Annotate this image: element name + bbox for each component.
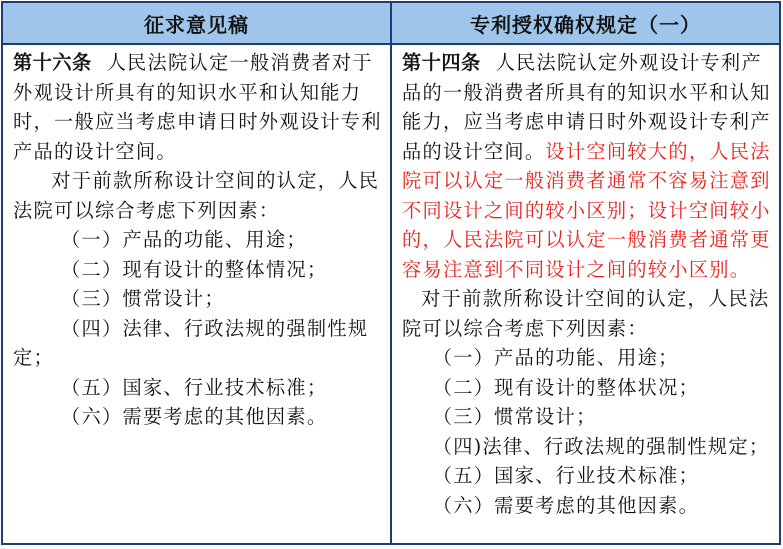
- right-item-1: （一）产品的功能、用途；: [432, 346, 679, 369]
- content-row: [2, 44, 780, 544]
- right-article-number: 第十四条: [402, 51, 481, 74]
- right-article-text: 人民法院认定外观设计专利产品的一般消费者所具有的知识水平和认知能力，应当考虑申请日时外观设计专利产品的设计空间。: [402, 51, 771, 163]
- right-article: [402, 48, 773, 284]
- right-paragraph-2: 对于前款所称设计空间的认定，人民法院可以综合考虑下列因素：: [402, 287, 770, 340]
- right-item-2: （二）现有设计的整体状况；: [432, 375, 700, 399]
- right-highlighted-text: 设计空间较大的，人民法院可以认定一般消费者通常不容易注意到不同设计之间的较小区别；设计空间较小的，人民法院可以认定一般消费者通常更容易注意到不同设计之间的较小区别。: [402, 139, 771, 281]
- left-paragraph-2: 对于前款所称设计空间的认定，人民法院可以综合考虑下列因素：: [13, 169, 380, 222]
- header-left-title: 征求意见稿: [2, 2, 391, 44]
- right-column: [391, 44, 780, 544]
- right-item-5: （五）国家、行业技术标准；: [432, 464, 700, 487]
- left-article-number: 第十六条: [13, 51, 92, 74]
- left-item-2: （二）现有设计的整体情况；: [61, 257, 328, 281]
- left-cell: [3, 45, 390, 432]
- left-article: [13, 48, 384, 166]
- left-item-1: （一）产品的功能、用途；: [61, 228, 307, 251]
- left-article-text: 人民法院认定一般消费者对于外观设计所具有的知识水平和认知能力时，一般应当考虑申请日时外观设计专利产品的设计空间。: [13, 51, 382, 163]
- left-item-6: （六）需要考虑的其他因素。: [61, 405, 328, 428]
- header-row: [2, 2, 780, 44]
- right-item-4: （四)法律、行政法规的强制性规定；: [432, 434, 770, 458]
- left-item-4: （四）法律、行政法规的强制性规定；: [13, 316, 369, 369]
- right-item-6: （六）需要考虑的其他因素。: [432, 493, 700, 517]
- left-column: [2, 44, 391, 544]
- comparison-table: [1, 1, 781, 545]
- left-item-5: （五）国家、行业技术标准；: [61, 375, 328, 399]
- right-item-3: （三）惯常设计；: [432, 405, 597, 428]
- left-item-3: （三）惯常设计；: [61, 287, 225, 310]
- header-right-title: 专利授权确权规定（一）: [391, 2, 780, 44]
- right-article-spacer: [481, 51, 496, 74]
- left-article-spacer: [92, 51, 107, 74]
- right-cell: [392, 45, 779, 520]
